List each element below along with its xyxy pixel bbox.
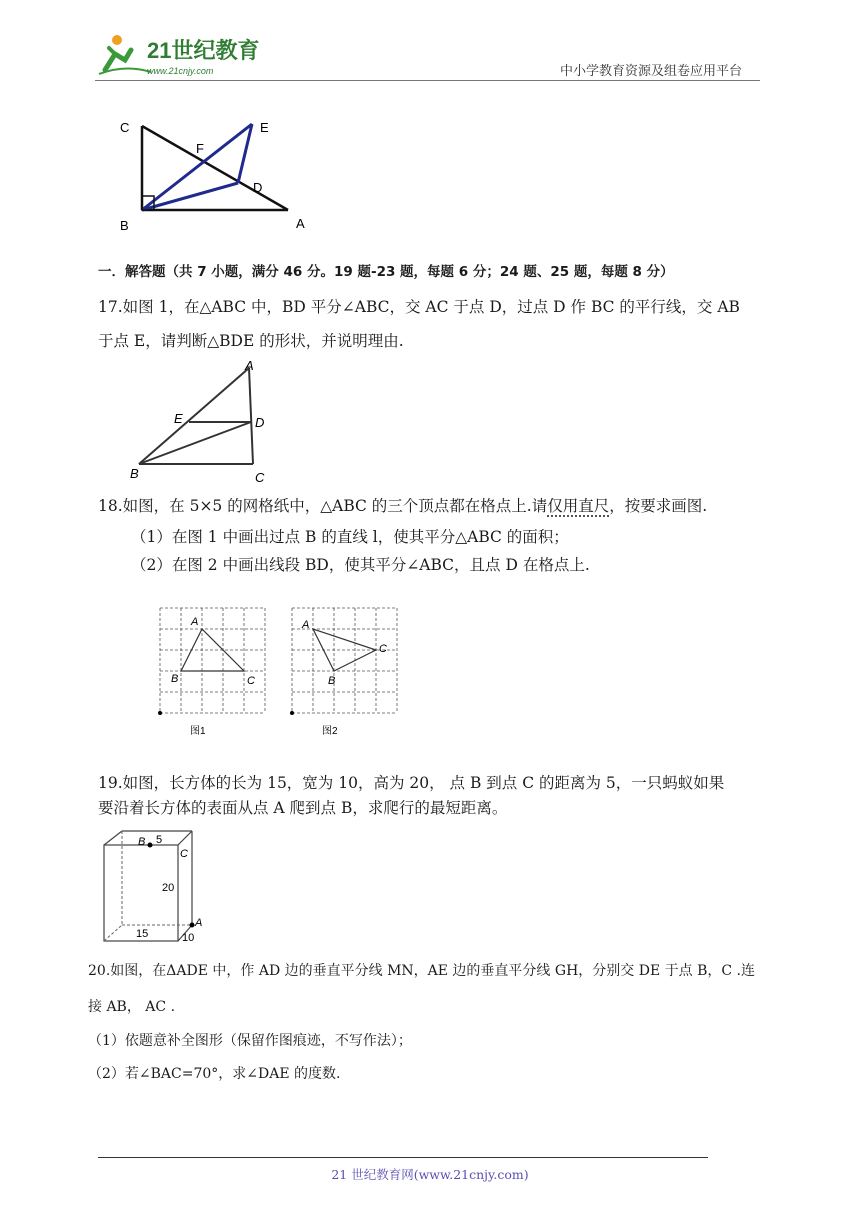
footer-divider [98,1157,708,1158]
label-10: 10 [182,932,195,944]
label-A: A [195,917,203,929]
label-B: B [120,218,129,233]
q18-part1: （1）在图 1 中画出过点 B 的直线 l，使其平分△ABC 的面积； [131,528,569,546]
q17-line1: 17.如图 1，在△ABC 中，BD 平分∠ABC，交 AC 于点 D，过点 D 作 BC 的平行线，交 AB [98,298,740,316]
q19-line2: 要沿着长方体的表面从点 A 爬到点 B，求爬行的最短距离。 [98,799,508,817]
label-A: A [191,616,199,628]
figure-triangles-top [110,112,310,237]
label-B: B [328,675,336,687]
label-E: E [260,120,269,135]
label-A: A [302,619,310,631]
label-E: E [174,411,183,426]
label-C: C [379,643,387,655]
label-C: C [255,470,265,485]
grid-figure-1 [150,600,275,740]
q19-line1: 19.如图，长方体的长为 15，宽为 10，高为 20， 点 B 到点 C 的距离为 5，一只蚂蚁如果 [98,774,725,792]
label-B: B [138,836,146,848]
label-B: B [171,673,179,685]
label-C: C [180,848,188,860]
header-divider [95,80,760,81]
svg-text:21世纪教育: 21世纪教育 [147,38,260,63]
svg-text:www.21cnjy.com: www.21cnjy.com [147,66,214,76]
label-15: 15 [136,928,149,940]
q17-line2: 于点 E，请判断△BDE 的形状，并说明理由. [98,332,404,350]
q20-line1: 20.如图，在ΔADE 中，作 AD 边的垂直平分线 MN，AE 边的垂直平分线 GH，分别交 DE 于点 B，C .连 [88,963,755,979]
fig1-caption: 图1 [190,726,206,737]
q20-line2: 接 AB， AC . [88,999,176,1015]
label-C: C [247,675,255,687]
label-A: A [296,216,305,231]
fig2-caption: 图2 [322,726,338,737]
q18-line1: 18.如图，在 5×5 的网格纸中，△ABC 的三个顶点都在格点上.请仅用直尺，按要求画图. [98,497,708,515]
label-F: F [196,141,204,156]
q20-part1: （1）依题意补全图形（保留作图痕迹，不写作法）； [88,1033,412,1049]
grid-figure-2 [282,600,407,740]
platform-name: 中小学教育资源及组卷应用平台 [560,64,743,79]
q18-part2: （2）在图 2 中画出线段 BD，使其平分∠ABC，且点 D 在格点上. [131,556,590,574]
label-A: A [245,358,254,373]
label-D: D [255,415,265,430]
site-logo [95,30,265,80]
label-20: 20 [162,882,175,894]
label-5: 5 [156,834,163,846]
label-D: D [253,180,263,195]
footer-link[interactable]: 21 世纪教育网(www.21cnjy.com) [331,1167,529,1182]
label-C: C [120,120,130,135]
label-B: B [130,466,139,481]
section-title: 一．解答题（共 7 小题，满分 46 分。19 题-23 题，每题 6 分；24 题、25 题，每题 8 分） [98,264,674,280]
figure-q17 [125,358,275,490]
runner-logo-icon [99,35,151,74]
q20-part2: （2）若∠BAC=70°，求∠DAE 的度数. [88,1066,341,1082]
figure-cuboid [98,825,218,950]
